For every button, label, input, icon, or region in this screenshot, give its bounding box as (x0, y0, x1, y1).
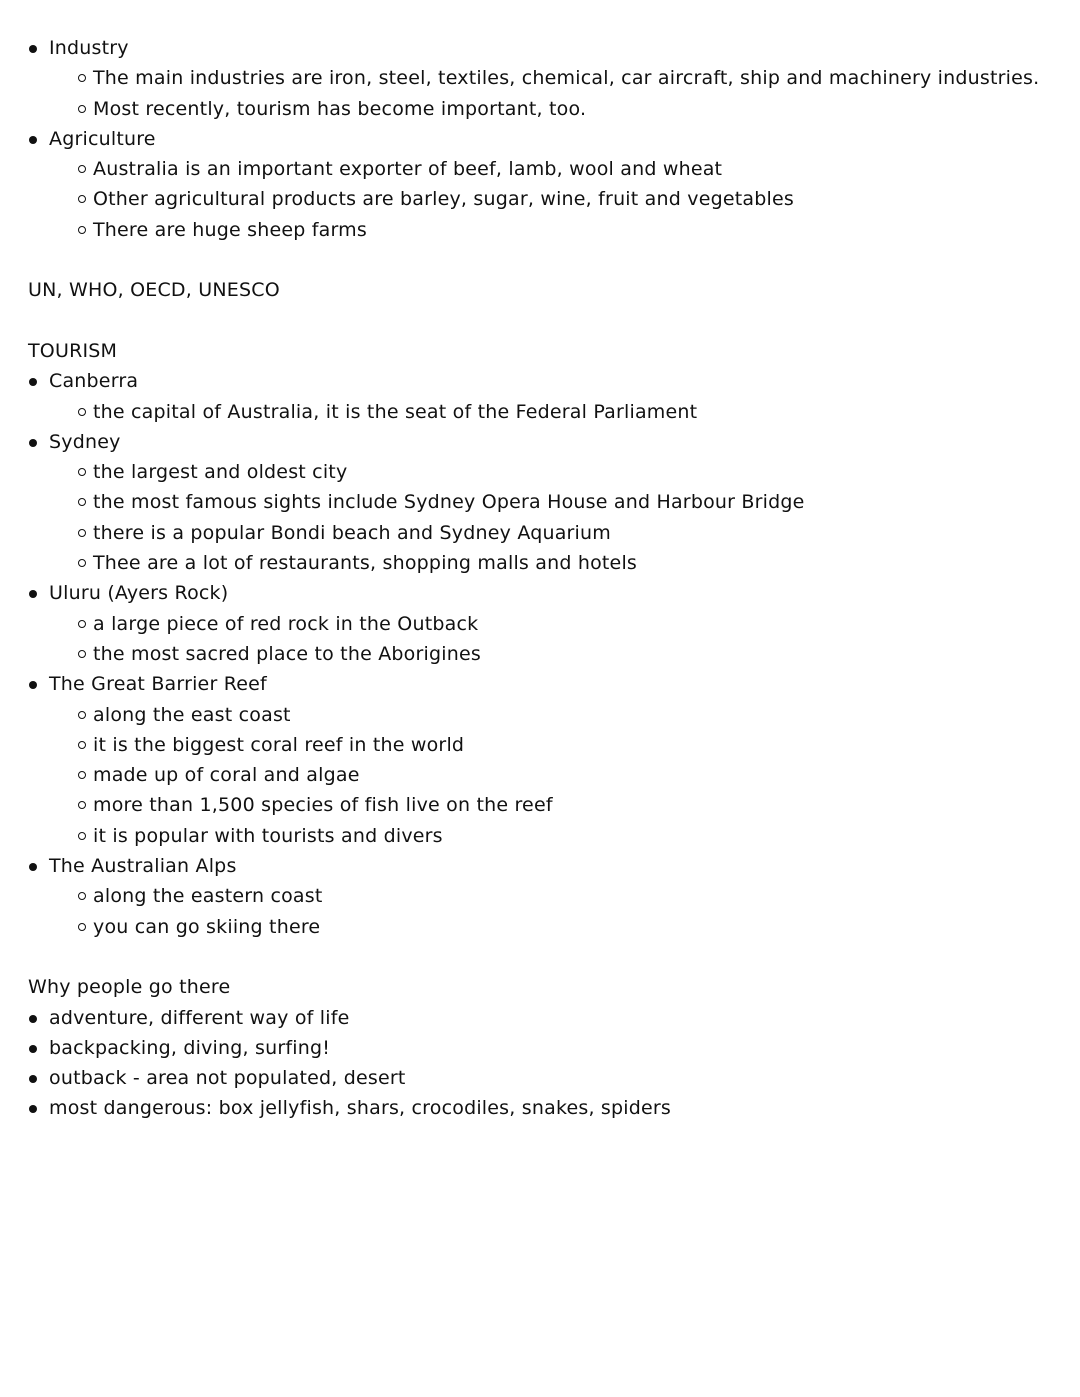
hollow-bullet-icon (78, 801, 86, 809)
bullet-icon (29, 681, 37, 689)
hollow-bullet-icon (78, 771, 86, 779)
sub-bullet-item: there is a popular Bondi beach and Sydney Aquarium (0, 518, 1080, 548)
sub-bullet-item: made up of coral and algae (0, 760, 1080, 790)
sub-bullet-item: Australia is an important exporter of beef, lamb, wool and wheat (0, 154, 1080, 184)
hollow-bullet-icon (78, 892, 86, 900)
hollow-bullet-icon (78, 195, 86, 203)
hollow-bullet-icon (78, 105, 86, 113)
hollow-bullet-icon (78, 559, 86, 567)
sub-bullet-item: Other agricultural products are barley, sugar, wine, fruit and vegetables (0, 184, 1080, 214)
hollow-bullet-icon (78, 832, 86, 840)
spacer (0, 306, 1080, 336)
bullet-icon (29, 1075, 37, 1083)
sub-bullet-item: you can go skiing there (0, 912, 1080, 942)
hollow-bullet-icon (78, 650, 86, 658)
sub-bullet-item: Most recently, tourism has become important, too. (0, 94, 1080, 124)
hollow-bullet-icon (78, 923, 86, 931)
bullet-icon (29, 136, 37, 144)
bullet-label: Industry (49, 37, 129, 59)
bullet-label: Agriculture (49, 127, 156, 150)
hollow-bullet-icon (78, 741, 86, 749)
sub-bullet-item: it is popular with tourists and divers (0, 821, 1080, 851)
bullet-item-australian-alps: The Australian Alps (0, 851, 1080, 881)
sub-bullet-item: more than 1,500 species of fish live on the reef (0, 790, 1080, 820)
hollow-bullet-icon (78, 711, 86, 719)
bullet-item-industry (0, 33, 1080, 63)
hollow-bullet-icon (78, 620, 86, 628)
bullet-icon (29, 1105, 37, 1113)
sub-bullet-item: along the eastern coast (0, 881, 1080, 911)
bullet-icon (29, 863, 37, 871)
bullet-icon (29, 1015, 37, 1023)
organizations-line: UN, WHO, OECD, UNESCO (28, 279, 280, 302)
sub-bullet-item: The main industries are iron, steel, textiles, chemical, car aircraft, ship and machinery industries. (0, 63, 1080, 93)
bullet-item-agriculture (0, 124, 1080, 154)
hollow-bullet-icon (78, 165, 86, 173)
sub-bullet-item: it is the biggest coral reef in the world (0, 730, 1080, 760)
hollow-bullet-icon (78, 468, 86, 476)
section-heading-why: Why people go there (28, 976, 231, 999)
bullet-item-great-barrier-reef: The Great Barrier Reef (0, 669, 1080, 699)
bullet-item-sydney: Sydney (0, 427, 1080, 457)
bullet-item: backpacking, diving, surfing! (0, 1033, 1080, 1063)
sub-bullet-item: There are huge sheep farms (0, 215, 1080, 245)
sub-bullet-item: the largest and oldest city (0, 457, 1080, 487)
section-heading-tourism: TOURISM (28, 339, 118, 362)
document-page (0, 33, 1080, 1124)
bullet-item-uluru: Uluru (Ayers Rock) (0, 578, 1080, 608)
hollow-bullet-icon (78, 226, 86, 234)
bullet-icon (29, 1045, 37, 1053)
spacer (0, 245, 1080, 275)
spacer (0, 942, 1080, 972)
sub-bullet-item: the capital of Australia, it is the seat of the Federal Parliament (0, 397, 1080, 427)
bullet-item: adventure, different way of life (0, 1003, 1080, 1033)
hollow-bullet-icon (78, 74, 86, 82)
sub-bullet-item: along the east coast (0, 700, 1080, 730)
bullet-icon (29, 590, 37, 598)
bullet-item-canberra: Canberra (0, 366, 1080, 396)
hollow-bullet-icon (78, 408, 86, 416)
bullet-item: outback - area not populated, desert (0, 1063, 1080, 1093)
sub-bullet-item: the most sacred place to the Aborigines (0, 639, 1080, 669)
sub-bullet-item: the most famous sights include Sydney Opera House and Harbour Bridge (0, 487, 1080, 517)
bullet-item: most dangerous: box jellyfish, shars, crocodiles, snakes, spiders (0, 1093, 1080, 1123)
sub-bullet-item: Thee are a lot of restaurants, shopping malls and hotels (0, 548, 1080, 578)
hollow-bullet-icon (78, 529, 86, 537)
bullet-icon (29, 45, 37, 53)
sub-bullet-item: a large piece of red rock in the Outback (0, 609, 1080, 639)
bullet-icon (29, 378, 37, 386)
hollow-bullet-icon (78, 498, 86, 506)
bullet-icon (29, 439, 37, 447)
